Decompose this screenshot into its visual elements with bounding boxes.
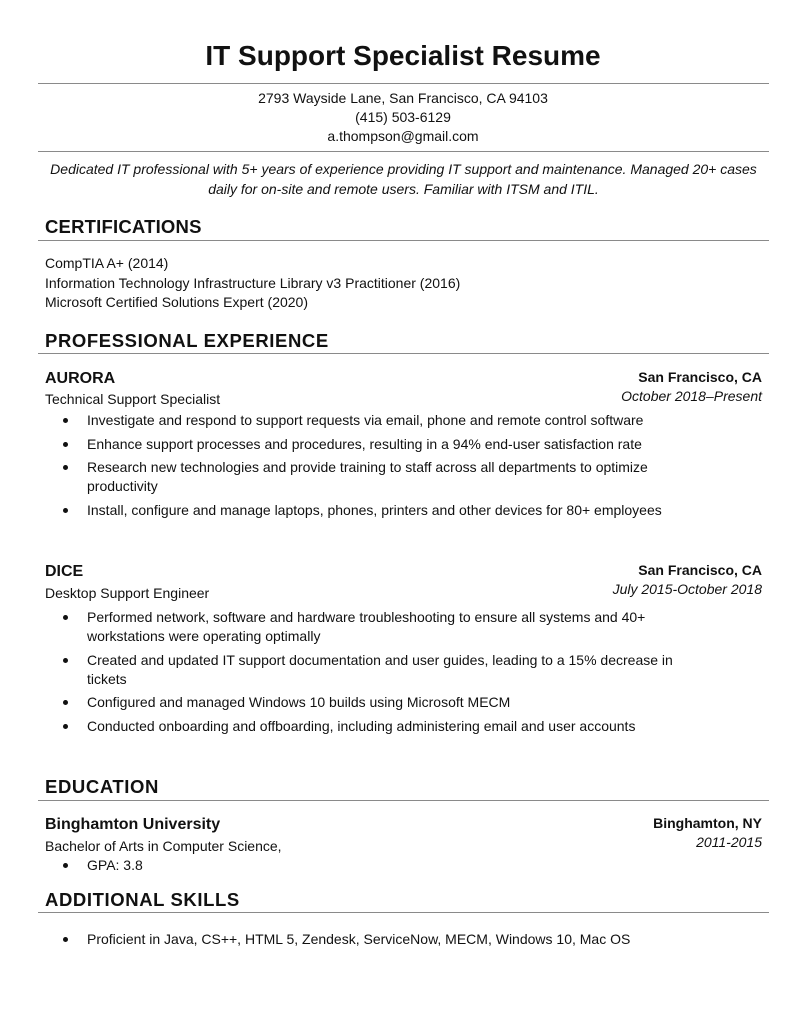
certification-item: CompTIA A+ (2014) <box>45 255 169 271</box>
job-bullet: Performed network, software and hardware troubleshooting to ensure all systems and 40+ workstations were operating optimally <box>45 608 695 646</box>
job-dates: October 2018–Present <box>621 388 762 404</box>
education-bullet-list <box>45 856 695 880</box>
certifications-divider <box>38 240 769 241</box>
summary: Dedicated IT professional with 5+ years of experience providing IT support and maintenance. Managed 20+ cases daily for on-site and remote users. Familiar with ITSM and ITIL. <box>50 161 757 197</box>
experience-heading: PROFESSIONAL EXPERIENCE <box>45 330 329 351</box>
job-bullet: Install, configure and manage laptops, phones, printers and other devices for 80+ employees <box>45 501 695 520</box>
certification-item: Microsoft Certified Solutions Expert (2020) <box>45 294 308 310</box>
job-bullet: Research new technologies and provide training to staff across all departments to optimize productivity <box>45 458 695 496</box>
education-degree: Bachelor of Arts in Computer Science, <box>45 838 282 854</box>
education-location: Binghamton, NY <box>653 815 762 831</box>
job-company: DICE <box>45 563 84 580</box>
job-bullet-list <box>45 411 695 524</box>
job-bullet-list <box>45 608 695 740</box>
contact-address: 2793 Wayside Lane, San Francisco, CA 94103 <box>258 90 548 106</box>
job-bullet: Enhance support processes and procedures, resulting in a 94% end-user satisfaction rate <box>45 435 695 454</box>
experience-divider <box>38 353 769 354</box>
job-dates: July 2015-October 2018 <box>612 581 762 597</box>
job-bullet: Created and updated IT support documentation and user guides, leading to a 15% decrease in tickets <box>45 651 695 689</box>
skills-divider <box>38 912 769 913</box>
contact-divider <box>38 151 769 152</box>
certification-item: Information Technology Infrastructure Library v3 Practitioner (2016) <box>45 275 461 291</box>
education-divider <box>38 800 769 801</box>
job-bullet: Investigate and respond to support requests via email, phone and remote control software <box>45 411 695 430</box>
certifications-heading: CERTIFICATIONS <box>45 216 202 237</box>
resume-title: IT Support Specialist Resume <box>205 40 601 71</box>
job-location: San Francisco, CA <box>638 369 762 385</box>
skills-bullet-list <box>45 930 695 954</box>
job-bullet: Configured and managed Windows 10 builds using Microsoft MECM <box>45 693 695 712</box>
skills-heading: ADDITIONAL SKILLS <box>45 889 240 910</box>
contact-email: a.thompson@gmail.com <box>327 128 479 144</box>
job-role: Desktop Support Engineer <box>45 585 210 601</box>
education-dates: 2011-2015 <box>696 834 762 850</box>
skills-bullet: Proficient in Java, CS++, HTML 5, Zendesk, ServiceNow, MECM, Windows 10, Mac OS <box>45 930 695 949</box>
job-location: San Francisco, CA <box>638 562 762 578</box>
education-heading: EDUCATION <box>45 776 159 797</box>
education-bullet: GPA: 3.8 <box>45 856 695 875</box>
job-bullet: Conducted onboarding and offboarding, including administering email and user accounts <box>45 717 695 736</box>
contact-phone: (415) 503-6129 <box>355 109 451 125</box>
title-divider <box>38 83 769 84</box>
job-role: Technical Support Specialist <box>45 391 221 407</box>
job-company: AURORA <box>45 370 116 387</box>
education-school: Binghamton University <box>45 816 221 833</box>
